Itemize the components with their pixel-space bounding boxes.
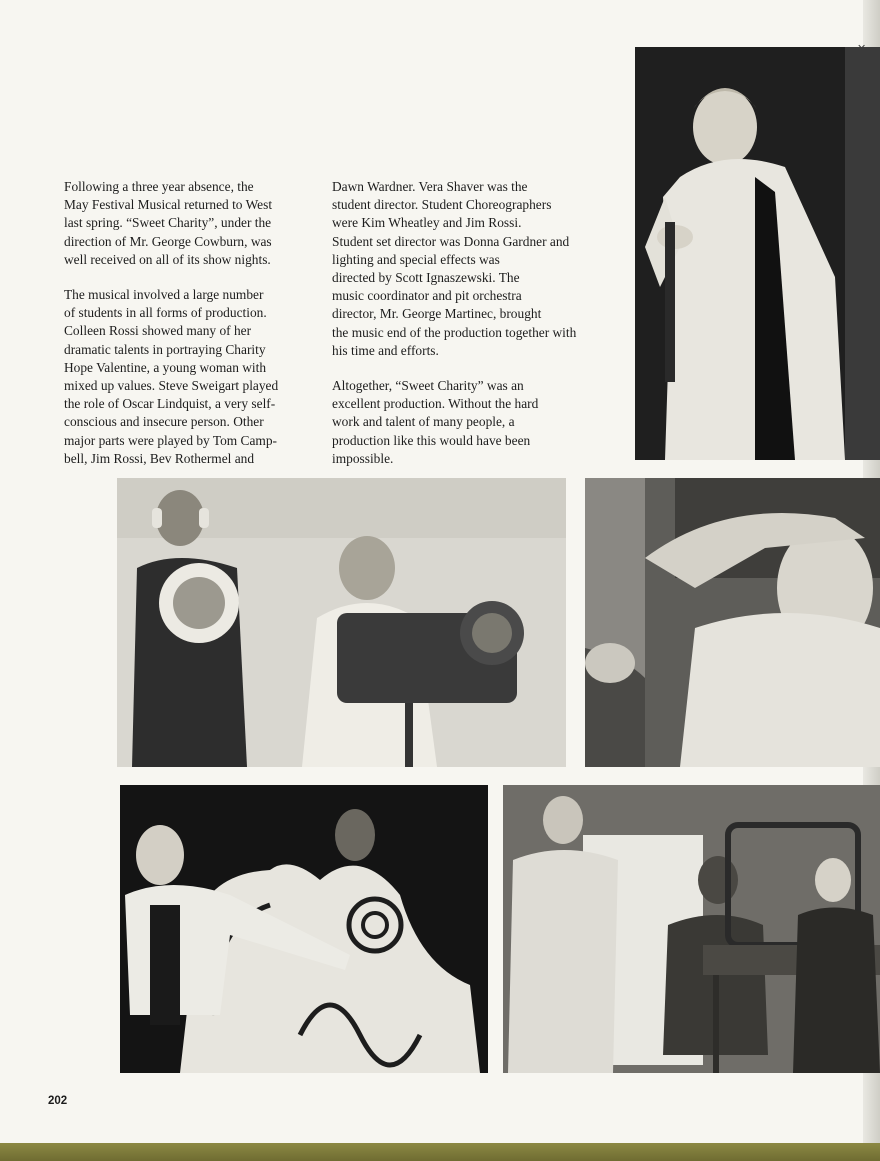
article-paragraph: Following a three year absence, the May Festival Musical returned to West last spring. “Sweet Charity”, under the direction of Mr. George Cowburn, was well received on all of its show nights.	[64, 179, 273, 267]
photo-actress-white-coat	[635, 47, 880, 460]
article-paragraph: The musical involved a large number of students in all forms of production. Colleen Rossi showed many of her dramatic talents in portraying Charity Hope Valentine, a young woman with mixed up values. Steve Sweigart played the role of Oscar Lindquist, a very self- conscious and insecure person. Other major parts were played by Tom Camp- bell, Jim Rossi, Bev Rothermel and	[64, 287, 279, 466]
article-paragraph: Altogether, “Sweet Charity” was an excellent production. Without the hard work and talent of many people, a production like this would have been impossible.	[332, 378, 539, 466]
page-number: 202	[48, 1095, 68, 1107]
photo-spotlight-operators	[117, 478, 566, 767]
article-column-1	[64, 178, 310, 485]
article-column-2	[332, 178, 578, 485]
photo-smiling-actor	[585, 478, 880, 767]
photo-dancer-swirl-set	[120, 785, 488, 1073]
article-paragraph: Dawn Wardner. Vera Shaver was the student director. Student Choreographers were Kim Wheatley and Jim Rossi. Student set director was Donna Gardner and lighting and special effects was directed by Scott Ignaszewski. The music coordinator and pit orchestra director, Mr. George Martinec, brought the music end of the production together with his time and efforts.	[332, 179, 577, 358]
photo-dressing-room-scene	[503, 785, 880, 1073]
book-binding-edge	[0, 1143, 880, 1161]
